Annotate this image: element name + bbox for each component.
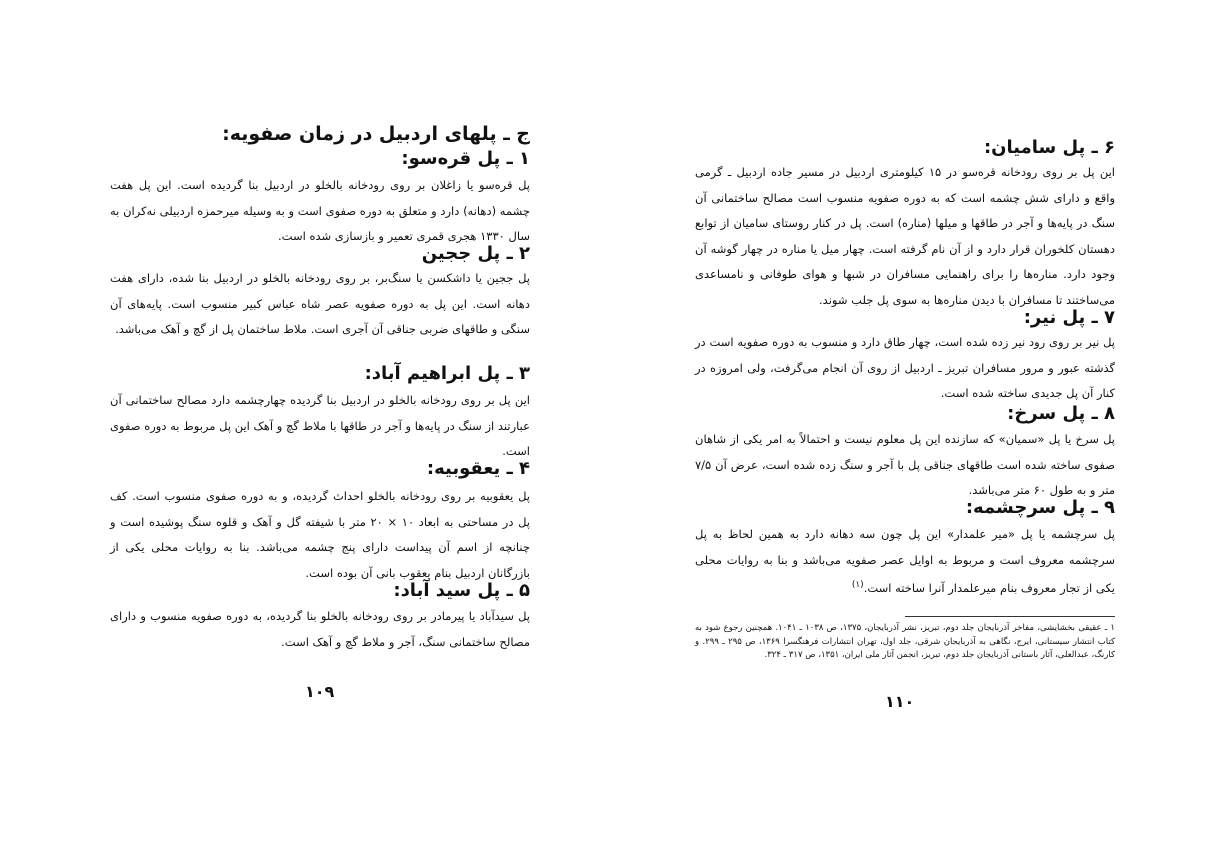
- bridge-heading: ۶ ـ پل سامیان:: [983, 137, 1115, 158]
- page-number: ۱۱۰: [885, 692, 915, 711]
- bridge-paragraph: [695, 522, 1115, 601]
- bridge-heading: ۹ ـ پل سرچشمه:: [965, 497, 1115, 518]
- right-page: [695, 0, 1115, 858]
- bridge-paragraph: پل سرخ یا پل «سمیان» که سازنده این پل معلوم نیست و احتمالاً به امر یکی از شاهان صفوی ساخته شده است طاقهای جناقی پل با آجر و سنگ زده شده است، عرض آن ۷/۵ متر و به طول ۶۰ متر می‌باشد.: [695, 432, 1115, 497]
- bridge-paragraph: این پل بر روی رودخانه قره‌سو در ۱۵ کیلومتری اردبیل در مسیر جاده اردبیل ـ گرمی واقع و دارای شش چشمه است که به دوره صفویه منسوب است مصالح ساختمانی آن سنگ در پایه‌ها و آجر در طاقها و میلها (مناره) است. پل در کنار روستای سامیان از توابع دهستان کلخوران قرار دارد و از آن نام گرفته است. چهار میل یا مناره در چهار گوشه آن وجود دارد. مناره‌ها را برای راهنمایی مسافران در شبها و هوای طوفانی و نامساعدی می‌ساختند تا مسافران با دیدن مناره‌ها به سوی پل جلب شوند.: [695, 165, 1115, 307]
- bridge-paragraph: این پل بر روی رودخانه بالخلو در اردبیل بنا گردیده چهارچشمه دارد مصالح ساختمانی آن عبارتند از سنگ در پایه‌ها و آجر در طاقها با ملاط گچ و آهک این پل مربوط به دوره صفوی است.: [110, 393, 530, 458]
- bridge-heading: ۳ ـ پل ابراهیم آباد:: [364, 363, 530, 384]
- bridge-paragraph: پل سیدآباد یا پیرمادر بر روی رودخانه بالخلو بنا گردیده، به دوره صفویه منسوب و دارای مصالح ساختمانی سنگ، آجر و ملاط گچ و آهک است.: [110, 609, 530, 649]
- bridge-heading: ۸ ـ پل سرخ:: [1007, 403, 1115, 424]
- bridge-paragraph: پل قره‌سو یا زاغلان بر روی رودخانه بالخلو در اردبیل بنا گردیده است. این پل هفت چشمه (دهانه) دارد و متعلق به دوره صفوی است و به وسیله میرحمزه اردبیلی نه‌کران به سال ۱۳۳۰ هجری قمری تعمیر و بازسازی شده است.: [110, 178, 530, 243]
- page-number: ۱۰۹: [305, 682, 335, 701]
- bridge-heading: ۷ ـ پل نیر:: [1023, 307, 1115, 328]
- bridge-paragraph: پل یعقوبیه بر روی رودخانه بالخلو احداث گردیده، و به دوره صفوی منسوب است. کف پل در مساحتی به ابعاد ۱۰ × ۲۰ متر با شیفته گل و آهک و قلوه سنگ پوشیده است و چنانچه از اسم آن پیداست دارای پنج چشمه می‌باشد. بنا به روایات محلی یکی از بازرگانان اردبیل بنام یعقوب بانی آن بوده است.: [110, 489, 530, 580]
- section-title: ج ـ پلهای اردبیل در زمان صفویه:: [222, 123, 530, 145]
- paragraph-text: پل سرچشمه یا پل «میر علمدار» این پل چون سه دهانه دارد به همین لحاظ به پل سرچشمه معروف است و مربوط به اوایل عصر صفویه می‌باشد و بنا به روایات محلی یکی از تجار معروف بنام میرعلمدار آنرا ساخته است.: [695, 527, 1115, 595]
- bridge-heading: ۵ ـ پل سید آباد:: [393, 580, 530, 601]
- bridge-heading: ۱ ـ پل قره‌سو:: [401, 148, 530, 169]
- footnote-divider: [905, 616, 1115, 617]
- footnote-reference: (۱): [851, 580, 864, 590]
- footnote: ۱ ـ عقیقی بخشایشی، مفاخر آذربایجان جلد دوم، تبریز، نشر آذربایجان، ۱۳۷۵، ص ۱۰۳۸ ـ ۱۰۴۱. همچنین رجوع شود به کتاب انتشار سیستانی، ایرج، نگاهی به آذربایجان شرقی، جلد اول، تهران انتشارات فرهنگسرا ۱۳۶۹، ص ۲۹۵ ـ ۲۹۹. و کارنگ، عبدالعلی، آثار باستانی آذربایجان جلد دوم، تبریز، انجمن آثار ملی ایران، ۱۳۵۱، ص ۳۱۷ ـ ۳۲۴.: [695, 623, 1115, 660]
- bridge-heading: ۲ ـ پل ججین: [421, 243, 530, 264]
- bridge-paragraph: پل نیر بر روی رود نیر زده شده است، چهار طاق دارد و منسوب به دوره صفویه است در گذشته عبور و مرور مسافران تبریز ـ اردبیل از روی آن انجام می‌گرفت، ولی امروزه در کنار آن پل جدیدی ساخته شده است.: [695, 335, 1115, 400]
- left-page: [110, 0, 530, 858]
- bridge-paragraph: پل ججین یا داشکسن یا سنگ‌بر، بر روی رودخانه بالخلو در اردبیل بنا شده، دارای هفت دهانه است. این پل به دوره صفویه عصر شاه عباس کبیر منسوب است. پایه‌های آن سنگی و طاقهای ضربی جناقی آن آجری است. ملاط ساختمان پل از گچ و آهک می‌باشد.: [110, 271, 530, 336]
- bridge-heading: ۴ ـ یعقوبیه:: [426, 458, 530, 479]
